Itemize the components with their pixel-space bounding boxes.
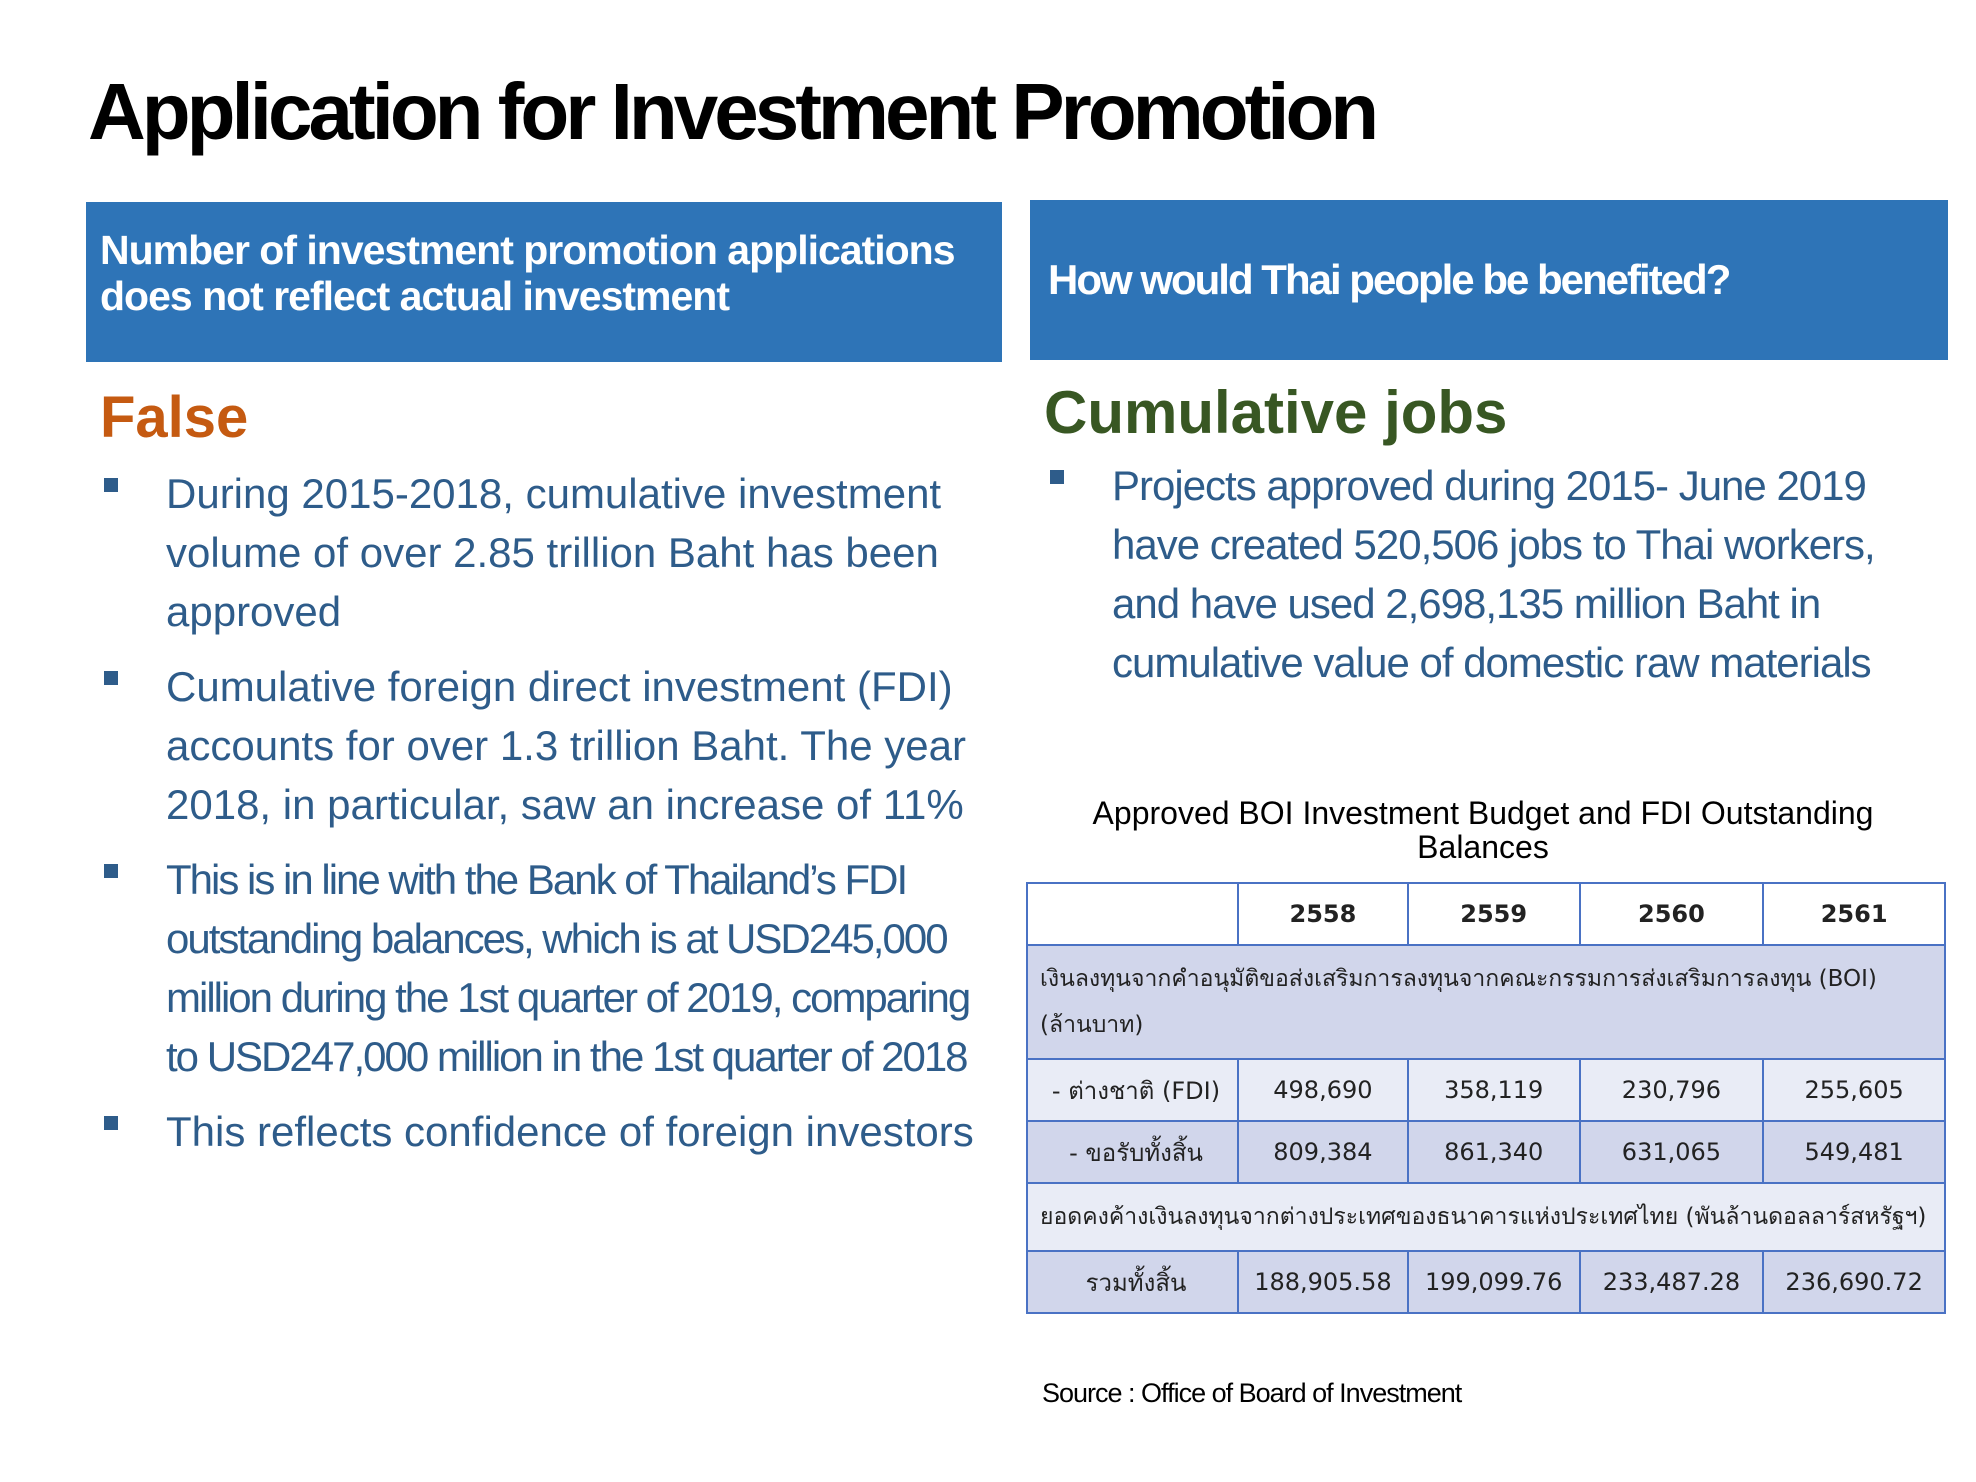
section-label: เงินลงทุนจากคำอนุมัติขอส่งเสริมการลงทุนจากคณะกรรมการส่งเสริมการลงทุน (BOI) (ล้านบาท)	[1027, 945, 1945, 1059]
bullet-text: Projects approved during 2015- June 2019 have created 520,506 jobs to Thai workers, and have used 2,698,135 million Baht in cumulative value of domestic raw materials	[1112, 462, 1875, 686]
list-item	[100, 657, 1000, 834]
column-header: 2558	[1238, 883, 1408, 945]
row-label: รวมทั้งสิ้น	[1027, 1251, 1238, 1313]
list-item	[100, 850, 1000, 1086]
table-cell: 199,099.76	[1408, 1251, 1580, 1313]
square-bullet-icon	[1050, 470, 1064, 484]
investment-table	[1026, 882, 1946, 1314]
table-cell: 188,905.58	[1238, 1251, 1408, 1313]
table-section-row	[1027, 1183, 1945, 1251]
section-label: ยอดคงค้างเงินลงทุนจากต่างประเทศของธนาคารแห่งประเทศไทย (พันล้านดอลลาร์สหรัฐฯ)	[1027, 1183, 1945, 1251]
source-note: Source : Office of Board of Investment	[1042, 1378, 1462, 1408]
bullet-text: This reflects confidence of foreign investors	[166, 1108, 974, 1155]
bullet-text: During 2015-2018, cumulative investment volume of over 2.85 trillion Baht has been approved	[166, 470, 942, 635]
square-bullet-icon	[104, 671, 118, 685]
table-cell: 861,340	[1408, 1121, 1580, 1183]
table-row	[1027, 1059, 1945, 1121]
table-title: Approved BOI Investment Budget and FDI Outstanding Balances	[1092, 795, 1874, 865]
column-header	[1027, 883, 1238, 945]
square-bullet-icon	[104, 864, 118, 878]
left-header-text: Number of investment promotion applications does not reflect actual investment	[100, 227, 955, 319]
list-item	[100, 1102, 1000, 1161]
table-header-row	[1027, 883, 1945, 945]
table-cell: 498,690	[1238, 1059, 1408, 1121]
page-title: Application for Investment Promotion	[88, 67, 1376, 156]
right-header-box	[1030, 200, 1948, 360]
column-header: 2561	[1763, 883, 1945, 945]
column-header: 2559	[1408, 883, 1580, 945]
row-label: - ขอรับทั้งสิ้น	[1027, 1121, 1238, 1183]
false-heading: False	[100, 385, 249, 450]
right-header-text: How would Thai people be benefited?	[1048, 256, 1730, 303]
list-item	[100, 464, 1000, 641]
table-cell: 809,384	[1238, 1121, 1408, 1183]
table-row	[1027, 1121, 1945, 1183]
table-cell: 255,605	[1763, 1059, 1945, 1121]
square-bullet-icon	[104, 1116, 118, 1130]
left-header-box	[86, 202, 1002, 362]
table-cell: 236,690.72	[1763, 1251, 1945, 1313]
right-bullet-list	[1046, 456, 1946, 692]
table-section-row	[1027, 945, 1945, 1059]
table-cell: 549,481	[1763, 1121, 1945, 1183]
square-bullet-icon	[104, 478, 118, 492]
table-cell: 230,796	[1580, 1059, 1764, 1121]
bullet-text: Cumulative foreign direct investment (FDI) accounts for over 1.3 trillion Baht. The year 2018, in particular, saw an increase of 11%	[166, 663, 966, 828]
table-cell: 233,487.28	[1580, 1251, 1764, 1313]
table-row	[1027, 1251, 1945, 1313]
table-cell: 358,119	[1408, 1059, 1580, 1121]
table-cell: 631,065	[1580, 1121, 1764, 1183]
bullet-text: This is in line with the Bank of Thailand’s FDI outstanding balances, which is at USD245,000 million during the 1st quarter of 2019, comparing to USD247,000 million in the 1st quarter of 2018	[166, 856, 970, 1080]
column-header: 2560	[1580, 883, 1764, 945]
row-label: - ต่างชาติ (FDI)	[1027, 1059, 1238, 1121]
left-bullet-list	[100, 464, 1000, 1177]
list-item	[1046, 456, 1946, 692]
cumulative-jobs-heading: Cumulative jobs	[1044, 379, 1508, 446]
